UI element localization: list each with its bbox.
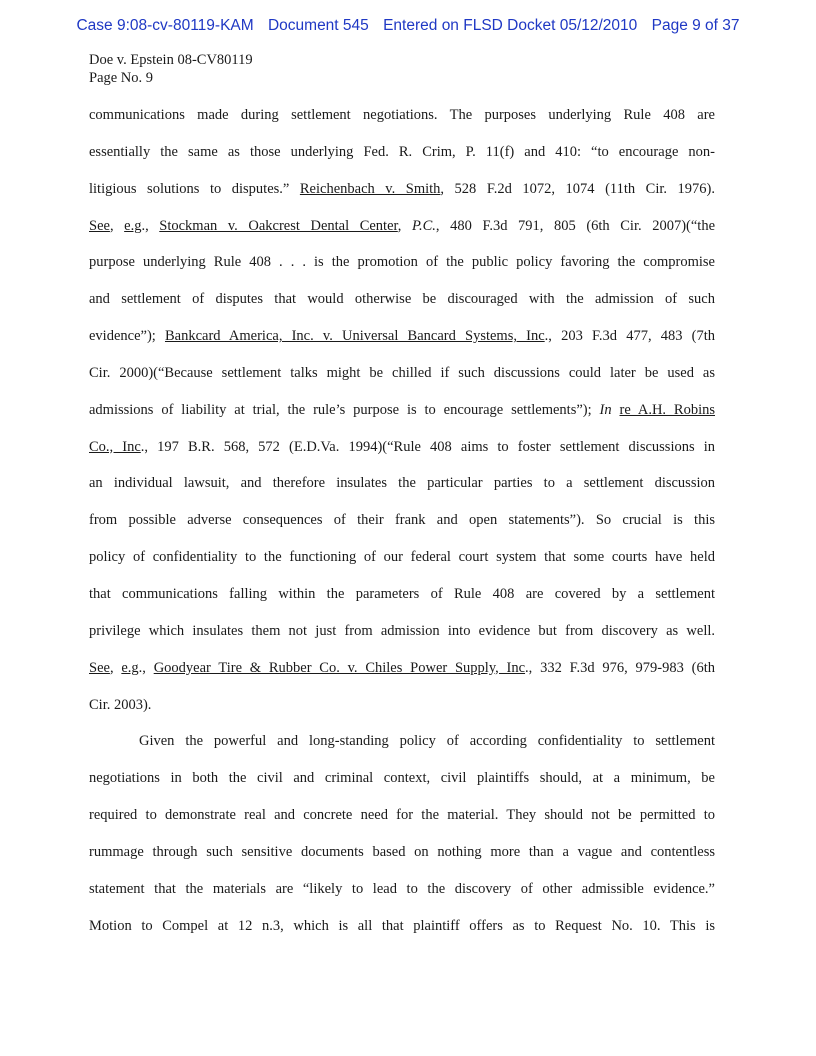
ecf-page-count: Page 9 of 37 (651, 17, 740, 34)
text-run: ., (138, 659, 154, 676)
italic-pc: P.C. (411, 217, 436, 234)
body-line (89, 657, 715, 694)
text-run: , 528 F.2d 1072, 1074 (11th Cir. 1976). (440, 180, 715, 197)
body-line (89, 436, 715, 473)
text-run: ., 197 B.R. 568, 572 (E.D.Va. 1994)(“Rule 408 aims to foster settlement discussions in (140, 438, 715, 455)
text-run: evidence”); (89, 328, 165, 345)
body-line: Motion to Compel at 12 n.3, which is all that plaintiff offers as to Request No. 10. This is (89, 917, 715, 934)
body-line: rummage through such sensitive documents based on nothing more than a vague and contentless (89, 843, 715, 860)
signal-eg: e.g (121, 659, 139, 676)
body-line: communications made during settlement negotiations. The purposes underlying Rule 408 are (89, 107, 715, 123)
document-body (89, 104, 715, 951)
body-line: an individual lawsuit, and therefore insulates the particular parties to a settlement discussion (89, 475, 715, 492)
italic-in: In (599, 401, 612, 418)
body-line: negotiations in both the civil and criminal context, civil plaintiffs should, at a minimum, be (89, 770, 715, 787)
text-run: , (397, 217, 412, 234)
text-run: , (109, 659, 122, 676)
body-line: Cir. 2003). (89, 696, 152, 713)
signal-eg: e.g (124, 217, 142, 234)
case-citation-reichenbach: Reichenbach v. Smith (299, 180, 441, 197)
body-line: required to demonstrate real and concrete need for the material. They should not be permitted to (89, 807, 715, 824)
page-caption (89, 51, 253, 87)
case-citation-bankcard: Bankcard America, Inc. v. Universal Bancard Systems, Inc (164, 328, 545, 345)
paragraph-start-line: Given the powerful and long-standing policy of according confidentiality to settlement (139, 733, 715, 750)
ecf-document-number: Document 545 (267, 17, 369, 34)
case-citation-robins: re A.H. Robins (619, 401, 715, 418)
body-line: purpose underlying Rule 408 . . . is the promotion of the public policy favoring the compromise (89, 254, 715, 271)
body-line (89, 325, 715, 362)
body-line: Cir. 2000)(“Because settlement talks might be chilled if such discussions could later be used as (89, 364, 715, 381)
text-run: ., 203 F.3d 477, 483 (7th (544, 328, 715, 345)
text-run: ., (141, 217, 160, 234)
case-citation-stockman: Stockman v. Oakcrest Dental Center (159, 217, 398, 234)
body-line: essentially the same as those underlying Fed. R. Crim, P. 11(f) and 410: “to encourage non- (89, 143, 715, 160)
ecf-case-number: Case 9:08-cv-80119-KAM (76, 17, 254, 34)
ecf-header-stamp (0, 17, 816, 35)
body-line: from possible adverse consequences of their frank and open statements”). So crucial is this (89, 512, 715, 529)
body-line (89, 215, 715, 252)
caption-page-number: Page No. 9 (89, 70, 154, 86)
signal-see: See (89, 217, 110, 234)
text-run: , 480 F.3d 791, 805 (6th Cir. 2007)(“the (435, 217, 715, 234)
body-line: privilege which insulates them not just from admission into evidence but from discovery as well. (89, 622, 715, 639)
body-line (89, 178, 715, 215)
body-line: statement that the materials are “likely to lead to the discovery of other admissible evidence.” (89, 880, 715, 897)
text-run: ., 332 F.3d 976, 979-983 (6th (525, 659, 715, 676)
body-line: policy of confidentiality to the functioning of our federal court system that some courts have held (89, 549, 715, 566)
ecf-entered-date: Entered on FLSD Docket 05/12/2010 (383, 17, 638, 34)
signal-see: See (89, 659, 110, 676)
text-run: litigious solutions to disputes.” (89, 180, 300, 197)
body-line: that communications falling within the parameters of Rule 408 are covered by a settlement (89, 585, 715, 602)
text-run (612, 402, 620, 418)
case-citation-goodyear: Goodyear Tire & Rubber Co. v. Chiles Power Supply, Inc (153, 659, 526, 676)
caption-case-name: Doe v. Epstein 08-CV80119 (89, 52, 253, 68)
text-run: admissions of liability at trial, the rule’s purpose is to encourage settlements”); (89, 401, 600, 418)
text-run: , (109, 217, 125, 234)
case-citation-robins-cont: Co., Inc (89, 438, 141, 455)
body-line (89, 399, 715, 436)
body-line: and settlement of disputes that would otherwise be discouraged with the admission of such (89, 291, 715, 308)
